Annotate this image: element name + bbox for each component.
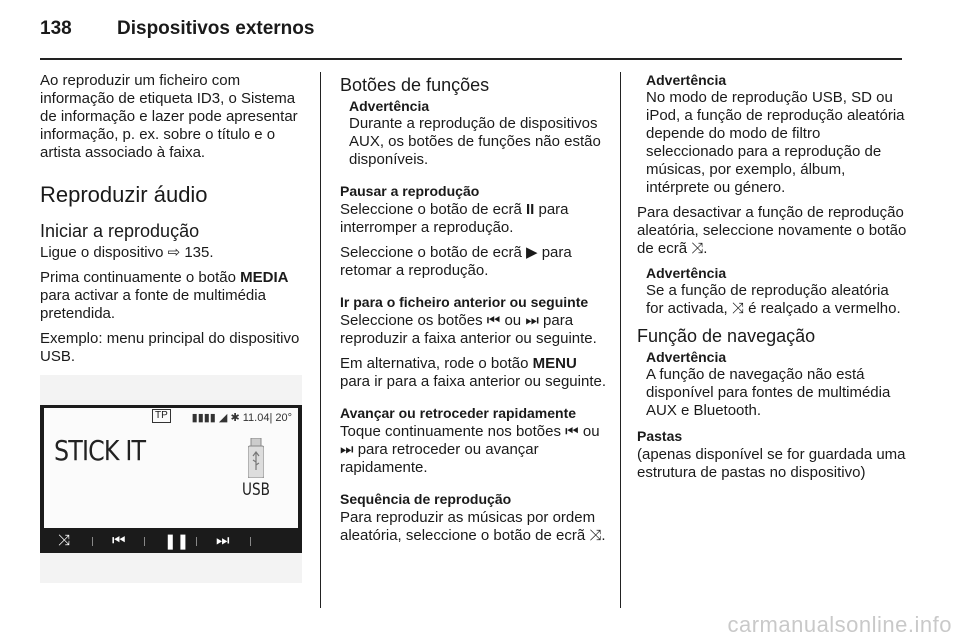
usb-label: USB bbox=[242, 480, 270, 500]
column-middle bbox=[340, 72, 606, 552]
warning-note bbox=[637, 349, 907, 420]
pause-paragraph: Seleccione o botão de ecrã II para interromper a reprodução. bbox=[340, 201, 569, 236]
page-ref-icon: ⇨ bbox=[167, 244, 181, 261]
control-bar bbox=[40, 529, 302, 553]
sequence-paragraph: Para reproduzir as músicas por ordem aleatória, seleccione o botão de ecrã ⤨. bbox=[340, 509, 606, 544]
signal-icon: ◢ bbox=[218, 412, 228, 424]
status-bar bbox=[192, 411, 292, 424]
note-title: Advertência bbox=[646, 265, 727, 281]
note-title: Advertência bbox=[646, 72, 727, 88]
note-title: Advertência bbox=[646, 349, 727, 365]
section-heading: Reproduzir áudio bbox=[40, 182, 208, 207]
media-paragraph: Prima continuamente o botão MEDIA para activar a fonte de multimédia pretendida. bbox=[40, 269, 289, 322]
control-divider bbox=[92, 537, 93, 546]
sequence-heading: Sequência de reprodução bbox=[340, 491, 512, 507]
next-track-icon: ⏭ bbox=[340, 441, 354, 458]
battery-icon: ▮▮▮▮ bbox=[191, 412, 216, 424]
play-icon: ▶ bbox=[525, 244, 538, 261]
previous-track-icon[interactable]: ⏮ bbox=[112, 532, 126, 549]
display-content bbox=[44, 408, 298, 528]
pause-icon[interactable]: ❚❚ bbox=[164, 533, 190, 550]
fast-heading: Avançar ou retroceder rapidamente bbox=[340, 405, 577, 421]
subsection-heading: Iniciar a reprodução bbox=[40, 221, 200, 241]
tp-badge: TP bbox=[152, 409, 171, 423]
intro-paragraph: Ao reproduzir um ficheiro com informação de etiqueta ID3, o Sistema de informação e lazer pode apresentar informação, p. ex. sobre o título e o artista associado à faixa. bbox=[40, 72, 298, 161]
warning-note bbox=[340, 98, 606, 169]
skip-heading: Ir para o ficheiro anterior ou seguinte bbox=[340, 294, 589, 310]
bluetooth-icon: ✱ bbox=[230, 412, 240, 424]
previous-track-icon: ⏮ bbox=[486, 312, 501, 329]
subsection-heading: Botões de funções bbox=[340, 75, 490, 95]
control-divider bbox=[196, 537, 197, 546]
deactivate-paragraph: Para desactivar a função de reprodução aleatória, seleccione novamente o botão de ecrã ⤨. bbox=[637, 204, 907, 257]
column-divider bbox=[620, 72, 621, 608]
shuffle-icon: ⤨ bbox=[731, 300, 744, 317]
page-header bbox=[40, 18, 902, 58]
folders-paragraph: (apenas disponível se for guardada uma estrutura de pastas no dispositivo) bbox=[637, 446, 906, 481]
folders-heading: Pastas bbox=[637, 428, 683, 444]
column-right bbox=[637, 72, 907, 489]
note-title: Advertência bbox=[349, 98, 430, 114]
track-title: STICK IT bbox=[54, 434, 146, 467]
previous-track-icon: ⏮ bbox=[565, 423, 579, 440]
pause-heading: Pausar a reprodução bbox=[340, 183, 480, 199]
subsection-heading: Função de navegação bbox=[637, 326, 816, 346]
pause-icon: II bbox=[525, 201, 535, 218]
resume-paragraph: Seleccione o botão de ecrã ▶ para retomar a reprodução. bbox=[340, 244, 572, 279]
connect-paragraph: Ligue o dispositivo ⇨ 135. bbox=[40, 244, 214, 261]
skip-paragraph: Seleccione os botões ⏮ ou ⏭ para reproduzir a faixa anterior ou seguinte. bbox=[340, 312, 597, 347]
header-divider bbox=[40, 58, 902, 60]
example-paragraph: Exemplo: menu principal do dispositivo USB. bbox=[40, 330, 300, 365]
control-divider bbox=[250, 537, 251, 546]
control-divider bbox=[144, 537, 145, 546]
shuffle-icon: ⤨ bbox=[589, 527, 602, 544]
note-text: No modo de reprodução USB, SD ou iPod, a função de reprodução aleatória depende do modo de filtro seleccionado para a reprodução de músicas, por exemplo, álbum, intérprete ou género. bbox=[646, 89, 905, 196]
usb-screen-illustration bbox=[40, 375, 302, 583]
page-title: Dispositivos externos bbox=[117, 18, 315, 39]
shuffle-icon[interactable]: ⤨ bbox=[58, 532, 71, 549]
note-text: Durante a reprodução de dispositivos AUX, os botões de funções não estão disponíveis. bbox=[349, 115, 601, 168]
display-frame bbox=[40, 405, 302, 553]
page-number: 138 bbox=[40, 18, 72, 39]
fast-paragraph: Toque continuamente nos botões ⏮ ou ⏭ para retroceder ou avançar rapidamente. bbox=[340, 423, 600, 476]
watermark: carmanualsonline.info bbox=[727, 612, 952, 637]
next-track-icon: ⏭ bbox=[525, 312, 539, 329]
column-divider bbox=[320, 72, 321, 608]
next-track-icon[interactable]: ⏭ bbox=[216, 532, 230, 549]
shuffle-icon: ⤨ bbox=[691, 240, 704, 257]
clock-temp: 11.04| 20° bbox=[242, 412, 292, 424]
column-left bbox=[40, 72, 306, 373]
warning-note: Advertência Se a função de reprodução aleatória for activada, ⤨ é realçado a vermelho. bbox=[637, 265, 907, 318]
warning-note bbox=[637, 72, 907, 197]
note-text: A função de navegação não está disponível para fontes de multimédia AUX e Bluetooth. bbox=[646, 366, 891, 419]
usb-stick-icon bbox=[248, 438, 264, 478]
menu-paragraph: Em alternativa, rode o botão MENU para ir para a faixa anterior ou seguinte. bbox=[340, 355, 606, 390]
